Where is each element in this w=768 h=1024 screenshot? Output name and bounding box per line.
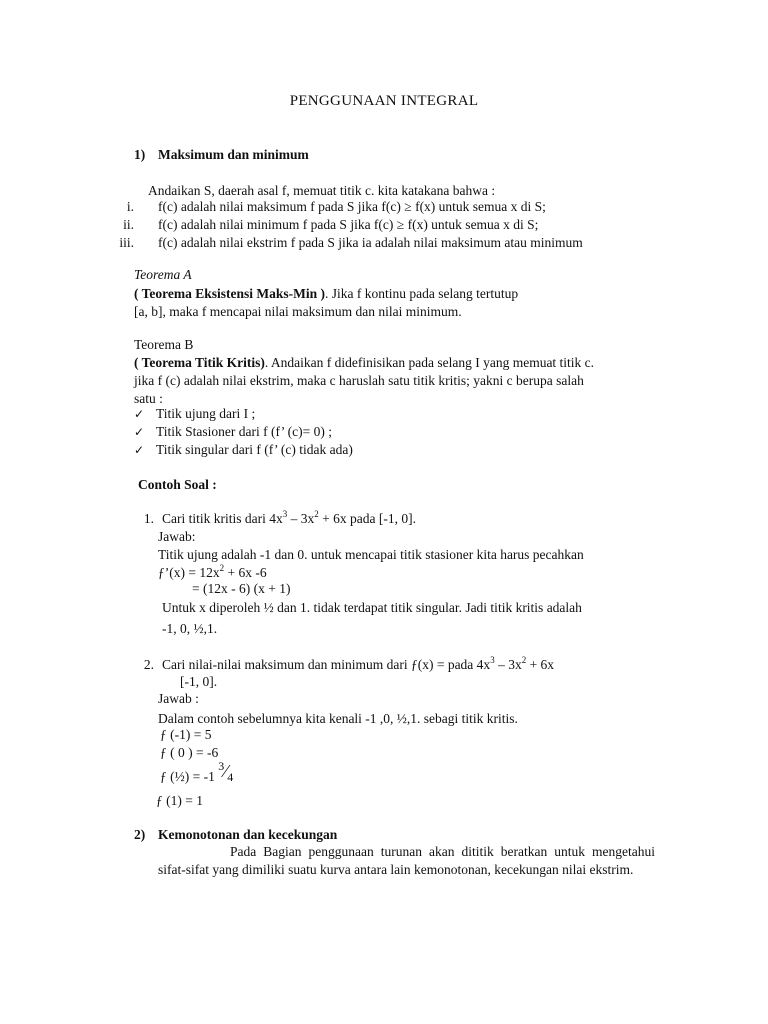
item-text: f(c) adalah nilai maksimum f pada S jika f(c) ≥ f(x) untuk semua x di S; [158, 199, 546, 214]
definition-item-1 [108, 198, 546, 216]
item-text: f(c) adalah nilai minimum f pada S jika f(c) ≥ f(x) untuk semua x di S; [158, 217, 539, 232]
q1-answer-line-4: Untuk x diperoleh ½ dan 1. tidak terdapat titik singular. Jadi titik kritis adalah [162, 600, 582, 615]
exponent: 2 [314, 508, 319, 519]
q1-answer-line-5: -1, 0, ½,1. [162, 621, 218, 636]
teorema-a-label: Teorema A [134, 267, 192, 282]
item-text: f(c) adalah nilai ekstrim f pada S jika ia adalah nilai maksimum atau minimum [158, 235, 583, 250]
exponent: 2 [219, 562, 225, 573]
section-2-heading [134, 826, 337, 844]
question-1 [138, 510, 416, 528]
checklist-item-1 [134, 405, 255, 423]
exponent: 2 [521, 654, 527, 665]
definition-item-3 [108, 234, 583, 252]
q2-value-4: ƒ (1) = 1 [156, 793, 203, 808]
question-text: – 3x [287, 511, 315, 526]
derivative-text: + 6x -6 [224, 565, 267, 580]
checklist-text: Titik ujung dari I ; [156, 406, 256, 421]
item-marker: i. [126, 199, 134, 214]
q1-answer-line-1: Titik ujung adalah -1 dan 0. untuk mencapai titik stasioner kita harus pecahkan [158, 547, 584, 562]
definition-item-2 [108, 216, 538, 234]
section-1-heading [134, 146, 309, 164]
teorema-a-line-2: [a, b], maka f mencapai nilai maksimum dan nilai minimum. [134, 304, 462, 319]
checklist-text: Titik singular dari f (f’ (c) tidak ada) [156, 442, 353, 457]
teorema-a-line-1 [134, 285, 518, 303]
teorema-a-name: ( Teorema Eksistensi Maks-Min ) [134, 286, 326, 301]
fraction-numerator: 3 [218, 758, 225, 773]
question-text: + 6x pada [-1, 0]. [318, 511, 416, 526]
checkmark-icon: ✓ [134, 443, 145, 457]
fraction: $^3⁄_4$ [218, 758, 234, 784]
checklist-text: Titik Stasioner dari f (f’ (c)= 0) ; [156, 424, 332, 439]
item-marker: ii. [123, 217, 134, 232]
contoh-soal-heading: Contoh Soal : [138, 477, 217, 492]
teorema-b-line-1 [134, 354, 594, 372]
section-2-title: Kemonotonan dan kecekungan [158, 827, 338, 842]
section-2-number: 2) [134, 827, 146, 842]
q2-value-1: ƒ (-1) = 5 [160, 727, 212, 742]
checklist-item-2 [134, 423, 332, 441]
question-text: + 6x [526, 657, 555, 672]
section-1-title: Maksimum dan minimum [158, 147, 309, 162]
checklist-item-3 [134, 441, 353, 459]
section-1-number: 1) [134, 147, 146, 162]
q2-value-2: ƒ ( 0 ) = -6 [160, 745, 219, 760]
question-text: – 3x [494, 657, 522, 672]
q2-jawab-label: Jawab : [158, 691, 199, 706]
question-text: Cari nilai-nilai maksimum dan minimum dari ƒ(x) = pada 4x [162, 657, 491, 672]
teorema-b-text-1: . Andaikan f didefinisikan pada selang I yang memuat titik c. [264, 355, 595, 370]
teorema-b-line-2: jika f (c) adalah nilai ekstrim, maka c haruslah satu titik kritis; yakni c berupa salah [134, 373, 584, 388]
fraction-denominator: 4 [227, 770, 234, 784]
checkmark-icon: ✓ [134, 407, 145, 421]
exponent: 3 [490, 654, 495, 665]
item-marker: iii. [119, 235, 134, 250]
teorema-b-label: Teorema B [134, 337, 194, 352]
question-number: 2. [143, 657, 154, 672]
q2-value-3 [160, 758, 234, 786]
q1-jawab-label: Jawab: [158, 529, 196, 544]
checkmark-icon: ✓ [134, 425, 145, 439]
q1-answer-line-3: = (12x - 6) (x + 1) [192, 581, 291, 596]
page-title: PENGGUNAAN INTEGRAL [289, 93, 479, 109]
section-2-paragraph: Pada Bagian penggunaan turunan akan dititik beratkan untuk mengetahui sifat-sifat yang dimiliki suatu kurva antara lain kemonotonan, kecekungan nilai ekstrim. [158, 844, 655, 877]
question-2 [138, 656, 554, 674]
derivative-text: ƒ’(x) = 12x [158, 565, 220, 580]
teorema-b-name: ( Teorema Titik Kritis) [134, 355, 265, 370]
section-1-intro: Andaikan S, daerah asal f, memuat titik c. kita katakana bahwa : [148, 183, 496, 198]
question-text: Cari titik kritis dari 4x [162, 511, 283, 526]
teorema-a-text-1: . Jika f kontinu pada selang tertutup [325, 286, 519, 301]
value-text: ƒ (½) = -1 [160, 769, 219, 784]
teorema-b-line-3: satu : [134, 391, 163, 406]
exponent: 3 [282, 508, 288, 519]
question-number: 1. [143, 511, 154, 526]
q2-interval: [-1, 0]. [180, 674, 218, 689]
q2-answer-line-1: Dalam contoh sebelumnya kita kenali -1 ,0, ½,1. sebagi titik kritis. [158, 711, 518, 726]
